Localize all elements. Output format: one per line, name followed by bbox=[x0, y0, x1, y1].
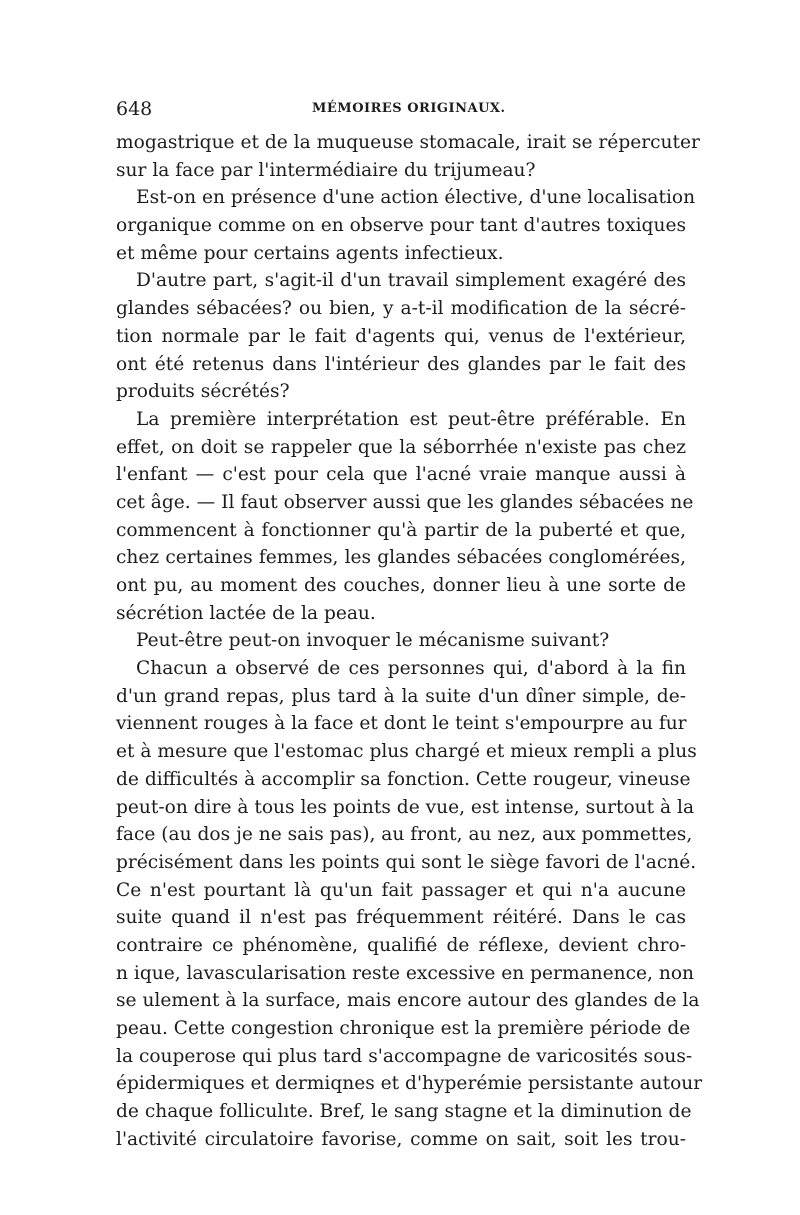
text-line: de chaque folliculıte. Bref, le sang stagne et la diminution de bbox=[116, 1101, 692, 1123]
text-line: mogastrique et de la muqueuse stomacale, irait se répercuter bbox=[116, 132, 700, 153]
text-line: et à mesure que l'estomac plus chargé et mieux rempli a plus bbox=[116, 741, 697, 763]
text-line: effet, on doit se rappeler que la séborrhée n'existe pas chez bbox=[116, 436, 686, 458]
text-line: cet âge. — Il faut observer aussi que les glandes sébacées ne bbox=[116, 491, 694, 513]
text-line: d'un grand repas, plus tard à la suite d'un dîner simple, de- bbox=[116, 685, 686, 707]
text-line: produits sécrétés? bbox=[116, 381, 290, 403]
text-line: contraire ce phénomène, qualifié de réflexe, devient chro- bbox=[116, 934, 686, 956]
body-text bbox=[116, 129, 703, 1153]
page-number: 648 bbox=[116, 98, 153, 120]
text-line: la couperose qui plus tard s'accompagne de varicosités sous- bbox=[116, 1045, 693, 1067]
text-line: viennent rouges à la face et dont le teint s'empourpre au fur bbox=[116, 713, 687, 735]
text-line: tion normale par le fait d'agents qui, venus de l'extérieur, bbox=[116, 325, 686, 347]
text-line: Chacun a observé de ces personnes qui, d'abord à la fin bbox=[136, 658, 686, 680]
text-line: La première interprétation est peut-être préférable. En bbox=[136, 408, 686, 430]
running-title: MÉMOIRES ORIGINAUX. bbox=[312, 101, 506, 116]
running-head bbox=[116, 98, 686, 122]
text-line: Est-on en présence d'une action élective, d'une localisation bbox=[136, 187, 696, 209]
text-line: face (au dos je ne sais pas), au front, au nez, aux pommettes, bbox=[116, 824, 693, 846]
text-line: D'autre part, s'agit-il d'un travail simplement exagéré des bbox=[136, 270, 686, 292]
text-line: commencent à fonctionner qu'à partir de la puberté et que, bbox=[116, 519, 686, 541]
text-line: l'enfant — c'est pour cela que l'acné vraie manque aussi à bbox=[116, 464, 686, 486]
text-line: l'activité circulatoire favorise, comme on sait, soit les trou- bbox=[116, 1128, 686, 1150]
text-line: se ulement à la surface, mais encore autour des glandes de la bbox=[116, 990, 700, 1012]
text-line: glandes sébacées? ou bien, y a-t-il modification de la sécré- bbox=[116, 298, 686, 320]
text-line: ont pu, au moment des couches, donner lieu à une sorte de bbox=[116, 575, 686, 596]
text-line: et même pour certains agents infectieux. bbox=[116, 242, 504, 264]
text-line: sur la face par l'intermédiaire du trijumeau? bbox=[116, 159, 536, 181]
text-line: suite quand il n'est pas fréquemment réitéré. Dans le cas bbox=[116, 907, 686, 929]
text-line: Ce n'est pourtant là qu'un fait passager et qui n'a aucune bbox=[116, 879, 686, 901]
text-line: organique comme on en observe pour tant d'autres toxiques bbox=[116, 215, 686, 237]
text-line: ont été retenus dans l'intérieur des glandes par le fait des bbox=[116, 353, 686, 375]
text-line: sécrétion lactée de la peau. bbox=[116, 602, 376, 624]
text-line: Peut-être peut-on invoquer le mécanisme suivant? bbox=[136, 630, 610, 652]
text-line: peut-on dire à tous les points de vue, est intense, surtout à la bbox=[116, 796, 695, 818]
text-line: peau. Cette congestion chronique est la première période de bbox=[116, 1018, 691, 1039]
text-line: de difficultés à accomplir sa fonction. Cette rougeur, vineuse bbox=[116, 768, 691, 790]
text-line: chez certaines femmes, les glandes sébacées conglomérées, bbox=[116, 547, 686, 569]
text-line: épidermiques et dermiqnes et d'hyperémie persistante autour bbox=[116, 1073, 703, 1095]
text-line: précisément dans les points qui sont le siège favori de l'acné. bbox=[116, 851, 697, 873]
text-line: n ique, lavascularisation reste excessive en permanence, non bbox=[116, 962, 694, 984]
